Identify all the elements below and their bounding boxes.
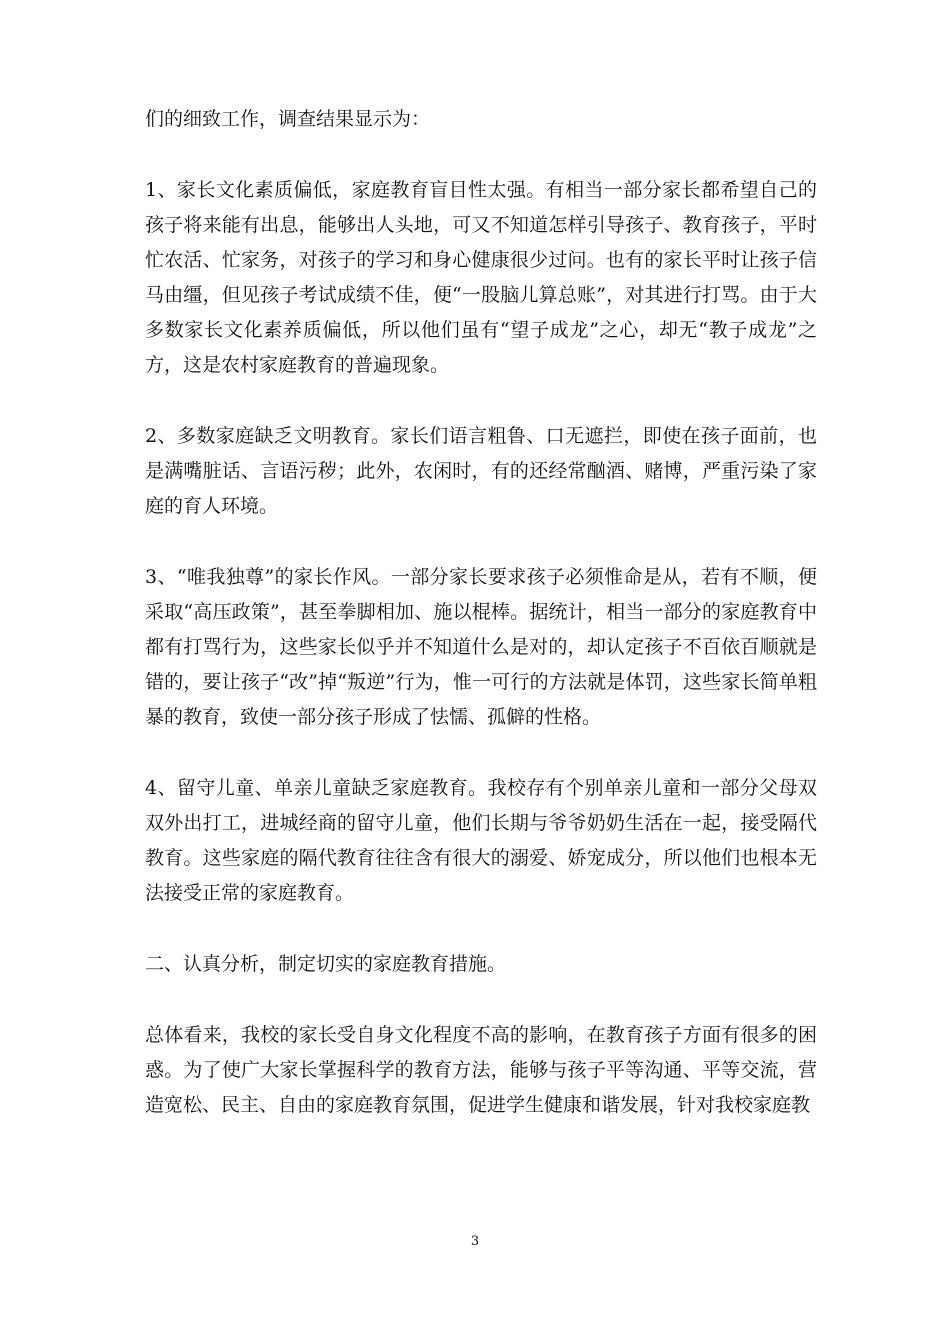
- section-heading-2: 二、认真分析，制定切实的家庭教育措施。: [145, 953, 507, 975]
- paragraph-item-2: 2、多数家庭缺乏文明教育。家长们语言粗鲁、口无遮拦，即使在孩子面前，也是满嘴脏话、言语污秽；此外，农闲时，有的还经常酗酒、赌博，严重污染了家庭的育人环境。: [145, 425, 817, 517]
- paragraph-intro: 们的细致工作，调查结果显示为：: [145, 108, 431, 130]
- paragraph-summary: 总体看来，我校的家长受自身文化程度不高的影响，在教育孩子方面有很多的困惑。为了使广大家长掌握科学的教育方法，能够与孩子平等沟通、平等交流，营造宽松、民主、自由的家庭教育氛围，促进学生健康和谐发展，针对我校家庭教: [145, 1024, 817, 1116]
- document-body: [145, 102, 817, 1159]
- paragraph-item-1: 1、家长文化素质偏低，家庭教育盲目性太强。有相当一部分家长都希望自己的孩子将来能有出息，能够出人头地，可又不知道怎样引导孩子、教育孩子，平时忙农活、忙家务，对孩子的学习和身心健康很少过问。也有的家长平时让孩子信马由缰，但见孩子考试成绩不佳，便“一股脑儿算总账”，对其进行打骂。由于大多数家长文化素养质偏低，所以他们虽有“望子成龙”之心，却无“教子成龙”之方，这是农村家庭教育的普遍现象。: [145, 179, 817, 376]
- paragraph-item-3: 3、“唯我独尊”的家长作风。一部分家长要求孩子必须惟命是从，若有不顺，便采取“高压政策”，甚至拳脚相加、施以棍棒。据统计，相当一部分的家庭教育中都有打骂行为，这些家长似乎并不知道什么是对的，却认定孩子不百依百顺就是错的，要让孩子“改”掉“叛逆”行为，惟一可行的方法就是体罚，这些家长简单粗暴的教育，致使一部分孩子形成了怯懦、孤僻的性格。: [145, 566, 817, 728]
- paragraph-item-4: 4、留守儿童、单亲儿童缺乏家庭教育。我校存有个别单亲儿童和一部分父母双双外出打工，进城经商的留守儿童，他们长期与爷爷奶奶生活在一起，接受隔代教育。这些家庭的隔代教育往往含有很大的溺爱、娇宠成分，所以他们也根本无法接受正常的家庭教育。: [145, 777, 817, 904]
- page-number: 3: [470, 1234, 480, 1249]
